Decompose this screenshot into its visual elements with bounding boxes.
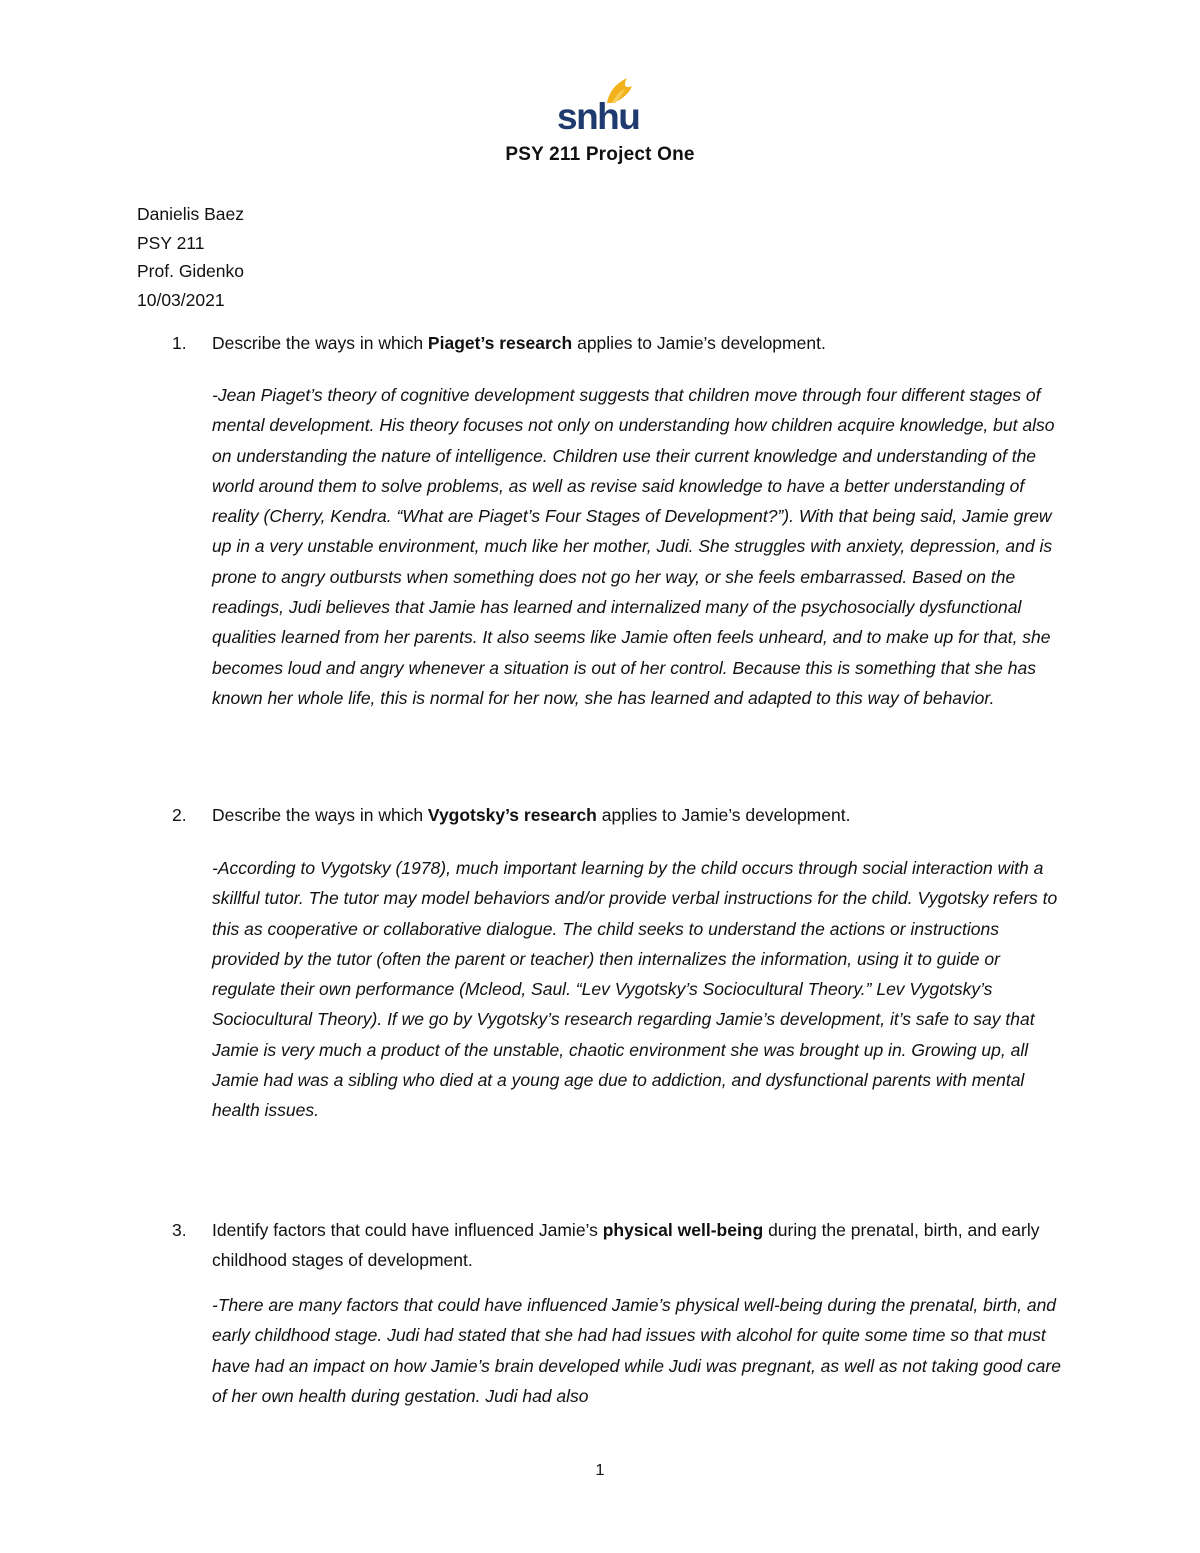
document-date: 10/03/2021 [137, 289, 225, 310]
page-title: PSY 211 Project One [505, 144, 695, 165]
snhu-logo [555, 72, 645, 134]
question-number: 1. [172, 333, 187, 353]
question-prompt: Describe the ways in which Piaget’s research applies to Jamie’s development. [212, 333, 826, 353]
question-prompt: Describe the ways in which Vygotsky’s research applies to Jamie’s development. [212, 805, 851, 825]
author-name: Danielis Baez [137, 204, 244, 224]
professor-name: Prof. Gidenko [137, 261, 244, 281]
course-code: PSY 211 [137, 232, 205, 253]
question-2 [172, 800, 1072, 830]
page-number: 1 [595, 1462, 605, 1479]
answer-2: -According to Vygotsky (1978), much important learning by the child occurs through social interaction with a skillful tutor. The tutor may model behaviors and/or provide verbal instructions for the child. Vygotsky refers to this as cooperative or collaborative dialogue. The child seeks to understand the actions or instructions provided by the tutor (often the parent or teacher) then internalizes the information, using it to guide or regulate their own performance (Mcleod, Saul. “Lev Vygotsky’s Sociocultural Theory.” Lev Vygotsky’s Sociocultural Theory). If we go by Vygotsky’s research regarding Jamie’s development, it’s safe to say that Jamie is very much a product of the unstable, chaotic environment she was brought up in. Growing up, all Jamie had was a sibling who died at a young age due to addiction, and dysfunctional parents with mental health issues. [212, 858, 1058, 1121]
document-header [137, 200, 244, 314]
question-3 [172, 1215, 1072, 1275]
question-number: 3. [172, 1220, 187, 1240]
question-number: 2. [172, 805, 187, 825]
answer-1: -Jean Piaget’s theory of cognitive development suggests that children move through four different stages of mental development. His theory focuses not only on understanding how children acquire knowledge, but also on understanding the nature of intelligence. Children use their current knowledge and understanding of the world around them to solve problems, as well as revise said knowledge to have a better understanding of reality (Cherry, Kendra. “What are Piaget’s Four Stages of Development?”). With that being said, Jamie grew up in a very unstable environment, much like her mother, Judi. She struggles with anxiety, depression, and is prone to angry outbursts when something does not go her way, or she feels embarrassed. Based on the readings, Judi believes that Jamie has learned and internalized many of the psychosocially dysfunctional qualities learned from her parents. It also seems like Jamie often feels unheard, and to make up for that, she becomes loud and angry whenever a situation is out of her control. Because this is something that she has known her whole life, this is normal for her now, she has learned and adapted to this way of behavior. [212, 385, 1055, 708]
answer-3: -There are many factors that could have influenced Jamie’s physical well-being during the prenatal, birth, and early childhood stage. Judi had stated that she had had issues with alcohol for quite some time so that must have had an impact on how Jamie’s brain developed while Judi was pregnant, as well as not taking good care of her own health during gestation. Judi had also [212, 1295, 1061, 1406]
logo-text: snhu [557, 96, 640, 134]
question-prompt: Identify factors that could have influenced Jamie’s physical well-being during the prenatal, birth, and early childhood stages of development. [212, 1220, 1040, 1270]
question-1 [172, 328, 1072, 358]
